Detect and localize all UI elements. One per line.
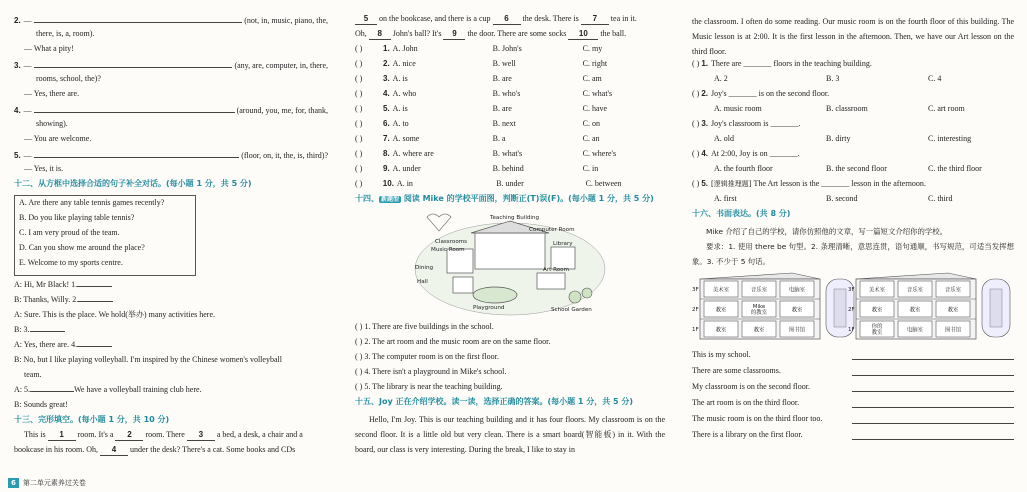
q3-reply: — Yes, there are. bbox=[24, 89, 80, 98]
room-label: 音乐室 bbox=[750, 287, 768, 294]
q5-number: 5. bbox=[14, 151, 21, 160]
writing-line: There is a library on the first floor. bbox=[692, 424, 1014, 440]
mike-floor-plan bbox=[692, 273, 854, 339]
cloze-option-row: ( ) 1. A. John B. John's C. my bbox=[355, 44, 603, 53]
q2-answer-line[interactable] bbox=[34, 14, 243, 23]
q3-words: (any, are, computer, in, there, bbox=[234, 61, 328, 70]
section-15-heading: 十五、Joy 正在介绍学校。读一读，选择正确的答案。(每小题 1 分，共 5 分) bbox=[355, 396, 634, 406]
cloze-option-row: ( ) 5. A. is B. are C. have bbox=[355, 104, 608, 113]
q2-number: 2. bbox=[14, 16, 21, 25]
svg-text:1F: 1F bbox=[848, 327, 855, 333]
q4-words: (around, you, me, for, thank, bbox=[236, 106, 328, 115]
dialog-blank-4[interactable] bbox=[77, 346, 112, 347]
cloze-blank-3[interactable]: 3 bbox=[187, 430, 215, 441]
cloze-line-4: Oh, 8 John's ball? It's 9 the door. There are some socks 10 the ball. bbox=[355, 29, 627, 38]
section-13-heading: 十三、完形填空。(每小题 1 分，共 10 分) bbox=[14, 415, 170, 424]
logic-tag: [逻辑推理题] bbox=[711, 180, 752, 188]
new-type-tag: 新题型 bbox=[381, 196, 400, 203]
q4-number: 4. bbox=[14, 106, 21, 115]
reading-question-1: ( ) 1. There are _______ floors in the teaching building. A. 2 B. 3 C. 4 bbox=[692, 59, 942, 83]
room-label: 教室 bbox=[871, 307, 883, 314]
q2-line: 2. — (not, in, music, piano, the, bbox=[14, 16, 328, 25]
q4-answer-line[interactable] bbox=[34, 104, 235, 113]
cloze-blank-1[interactable]: 1 bbox=[48, 430, 76, 441]
cloze-option-row: ( ) 8. A. where are B. what's C. where's bbox=[355, 149, 617, 158]
map-label-teaching: Teaching Building bbox=[490, 215, 540, 221]
q4-reply: — You are welcome. bbox=[24, 134, 92, 143]
writing-line: The art room is on the third floor. bbox=[692, 392, 1014, 408]
q3-number: 3. bbox=[14, 61, 21, 70]
room-label: 音乐室 bbox=[906, 287, 924, 294]
dialog-4: B: 3. bbox=[14, 325, 328, 340]
map-label-classrooms: Classrooms bbox=[435, 239, 468, 245]
q5-answer-line[interactable] bbox=[34, 149, 240, 158]
option-a: A. Are there any table tennis games recently? bbox=[19, 198, 165, 207]
floor-plans bbox=[692, 271, 1014, 341]
dialog-3: A: Sure. This is the place. We hold(举办) many activities here. bbox=[14, 310, 216, 319]
room-label: Mike bbox=[752, 304, 766, 310]
q2-reply: — What a pity! bbox=[24, 44, 74, 53]
map-label-library: Library bbox=[553, 241, 573, 247]
cloze-options bbox=[355, 44, 665, 194]
right-column bbox=[692, 14, 1014, 440]
room-label: 教室 bbox=[791, 307, 803, 314]
option-c: C. I am very proud of the team. bbox=[19, 228, 120, 237]
cloze-line-3: 5 on the bookcase, and there is a cup 6 the desk. There is 7 tea in it. bbox=[355, 14, 665, 29]
map-label-dining: Dining bbox=[415, 265, 434, 271]
dialog-2: B: Thanks, Willy. 2. bbox=[14, 295, 328, 310]
option-e: E. Welcome to my sports centre. bbox=[19, 258, 123, 267]
dialog-blank-3[interactable] bbox=[30, 331, 65, 332]
footer-title: 第二单元素养过关卷 bbox=[22, 478, 86, 487]
q5-line: 5. — (floor, on, it, the, is, third)? bbox=[14, 151, 328, 160]
butterfly-icon bbox=[427, 214, 451, 231]
reading-passage-part1: Hello, I'm Joy. This is our teaching building and it has four floors. My classroom is on the second floor. It is a little old but very clean. There is a smart board(智能板) in it. With the board, our class is very interesting. During the break, I like to stay in bbox=[355, 414, 665, 454]
writing-prompt-2: 要求：1. 使用 there be 句型。2. 条理清晰，意思连贯，语句通顺，书写规范，可适当发挥想象。3. 不少于 5 句话。 bbox=[692, 242, 1014, 266]
option-b: B. Do you like playing table tennis? bbox=[19, 213, 135, 222]
room-label: 教室 bbox=[909, 307, 921, 314]
tf-item-1: ( ) 1. There are five buildings in the school. bbox=[355, 321, 494, 331]
q2-cont: there, is, a, room). bbox=[36, 29, 95, 38]
dialog-blank-2[interactable] bbox=[78, 301, 113, 302]
writing-line: There are some classrooms. bbox=[692, 360, 1014, 376]
section-12-heading: 十二、从方框中选择合适的句子补全对话。(每小题 1 分，共 5 分) bbox=[14, 179, 252, 188]
room-label: 教室 bbox=[753, 327, 765, 334]
dialog-6b: team. bbox=[24, 370, 42, 379]
cloze-blank-6[interactable]: 6 bbox=[493, 14, 521, 25]
school-map-illustration bbox=[355, 209, 665, 319]
room-label: 图书馆 bbox=[944, 327, 962, 334]
map-label-garden: School Garden bbox=[551, 307, 592, 313]
q3-answer-line[interactable] bbox=[34, 59, 233, 68]
room-label: 的教室 bbox=[750, 310, 768, 316]
svg-text:3F: 3F bbox=[848, 287, 855, 293]
room-label: 教室 bbox=[715, 307, 727, 314]
middle-column bbox=[355, 14, 665, 457]
svg-text:2F: 2F bbox=[692, 307, 699, 313]
dialog-6: B: No, but I like playing volleyball. I'm inspired by the Chinese women's volleyball bbox=[14, 355, 282, 364]
q3-line: 3. — (any, are, computer, in, there, bbox=[14, 61, 328, 70]
left-column bbox=[14, 14, 328, 460]
writing-line: The music room is on the third floor too. bbox=[692, 408, 1014, 424]
writing-line: This is my school. bbox=[692, 344, 1014, 360]
room-label: 美术室 bbox=[868, 287, 886, 294]
q4-line: 4. — (around, you, me, for, thank, bbox=[14, 106, 328, 115]
dialog-1: A: Hi, Mr Black! 1. bbox=[14, 280, 328, 295]
svg-text:3F: 3F bbox=[692, 287, 699, 293]
svg-text:1F: 1F bbox=[692, 327, 699, 333]
q5-reply: — Yes, it is. bbox=[24, 164, 64, 173]
tf-item-5: ( ) 5. The library is near the teaching building. bbox=[355, 381, 503, 391]
options-box bbox=[14, 195, 196, 276]
writing-lines bbox=[692, 344, 1014, 440]
reading-passage-part2: the classroom. I often do some reading. Our music room is on the fourth floor of this building. The Music lesson is at 2:00. It is the first lesson in the afternoon. Then, we have our Art lesson on the third floor. bbox=[692, 17, 1014, 56]
cloze-blank-8[interactable]: 8 bbox=[369, 29, 391, 40]
room-label: 美术室 bbox=[712, 287, 730, 294]
room-label: 电脑室 bbox=[906, 327, 924, 334]
cloze-line-1: This is 1 room. It's a 2 room. There 3 a bed, a desk, a chair and a bbox=[24, 430, 303, 439]
tf-item-4: ( ) 4. There isn't a playground in Mike's school. bbox=[355, 366, 507, 376]
q4-cont: showing). bbox=[36, 119, 68, 128]
your-floor-plan bbox=[848, 273, 1010, 339]
dialog-8: B: Sounds great! bbox=[14, 400, 68, 409]
tf-item-2: ( ) 2. The art room and the music room are on the same floor. bbox=[355, 336, 551, 346]
map-label-hall: Hall bbox=[417, 279, 428, 285]
room-label: 教室 bbox=[871, 330, 883, 336]
room-label: 你的 bbox=[871, 324, 883, 330]
q2-words: (not, in, music, piano, the, bbox=[244, 16, 328, 25]
cloze-blank-10[interactable]: 10 bbox=[568, 29, 598, 40]
map-label-art: Art Room bbox=[543, 267, 570, 273]
cloze-option-row: ( ) 2. A. nice B. well C. right bbox=[355, 59, 608, 68]
cloze-option-row: ( ) 9. A. under B. behind C. in bbox=[355, 164, 599, 173]
writing-prompt-1: Mike 介绍了自己的学校，请你仿照他的文章，写一篇短文介绍你的学校。 bbox=[706, 227, 948, 236]
section-14-heading: 十四、 新题型 阅读 Mike 的学校平面图，判断正(T)误(F)。(每小题 1 分，共 5 分) bbox=[355, 194, 654, 203]
room-label: 教室 bbox=[947, 307, 959, 314]
svg-text:2F: 2F bbox=[848, 307, 855, 313]
page-number: 6 bbox=[8, 478, 19, 488]
q5-words: (floor, on, it, the, is, third)? bbox=[241, 151, 328, 160]
reading-question-3: ( ) 3. Joy's classroom is _______. A. old B. dirty C. interesting bbox=[692, 119, 972, 143]
cloze-blank-9[interactable]: 9 bbox=[443, 29, 465, 40]
cloze-blank-7[interactable]: 7 bbox=[581, 14, 609, 25]
page-footer bbox=[8, 478, 86, 488]
room-label: 教室 bbox=[715, 327, 727, 334]
cloze-blank-4[interactable]: 4 bbox=[100, 445, 128, 456]
room-label: 电脑室 bbox=[788, 287, 806, 294]
map-label-music: Music Room bbox=[431, 247, 465, 253]
cloze-option-row: ( ) 7. A. some B. a C. an bbox=[355, 134, 600, 143]
cloze-option-row: ( ) 10. A. in B. under C. between bbox=[355, 179, 622, 188]
dialog-blank-1[interactable] bbox=[77, 286, 112, 287]
tf-item-3: ( ) 3. The computer room is on the first floor. bbox=[355, 351, 499, 361]
reading-question-4: ( ) 4. At 2:00, Joy is on _______. A. the fourth floor B. the second floor C. the third floor bbox=[692, 149, 982, 173]
cloze-blank-5[interactable]: 5 bbox=[355, 14, 377, 25]
map-label-playground: Playground bbox=[473, 305, 505, 311]
cloze-line-2: bookcase in his room. Oh, 4 under the desk? There's a cat. Some books and CDs bbox=[14, 445, 296, 454]
q3-cont: rooms, school, the)? bbox=[36, 74, 101, 83]
reading-question-2: ( ) 2. Joy's _______ is on the second floor. A. music room B. classroom C. art room bbox=[692, 89, 965, 113]
dialog-blank-5[interactable] bbox=[30, 391, 74, 392]
dialog-5: A: Yes, there are. 4. bbox=[14, 340, 328, 355]
reading-question-5: ( ) 5. [逻辑推理题] The Art lesson is the _______ lesson in the afternoon. A. first B. second C. third bbox=[692, 179, 953, 203]
map-label-computer: Computer Room bbox=[529, 227, 575, 233]
cloze-option-row: ( ) 6. A. to B. next C. on bbox=[355, 119, 601, 128]
room-label: 图书馆 bbox=[788, 327, 806, 334]
dialog-7: A: 5. We have a volleyball training club here. bbox=[14, 385, 202, 394]
cloze-blank-2[interactable]: 2 bbox=[115, 430, 143, 441]
cloze-option-row: ( ) 4. A. who B. who's C. what's bbox=[355, 89, 613, 98]
writing-line: My classroom is on the second floor. bbox=[692, 376, 1014, 392]
option-d: D. Can you show me around the place? bbox=[19, 243, 145, 252]
section-16-heading: 十六、书面表达。(共 8 分) bbox=[692, 209, 791, 218]
cloze-option-row: ( ) 3. A. is B. are C. am bbox=[355, 74, 602, 83]
room-label: 音乐室 bbox=[944, 287, 962, 294]
